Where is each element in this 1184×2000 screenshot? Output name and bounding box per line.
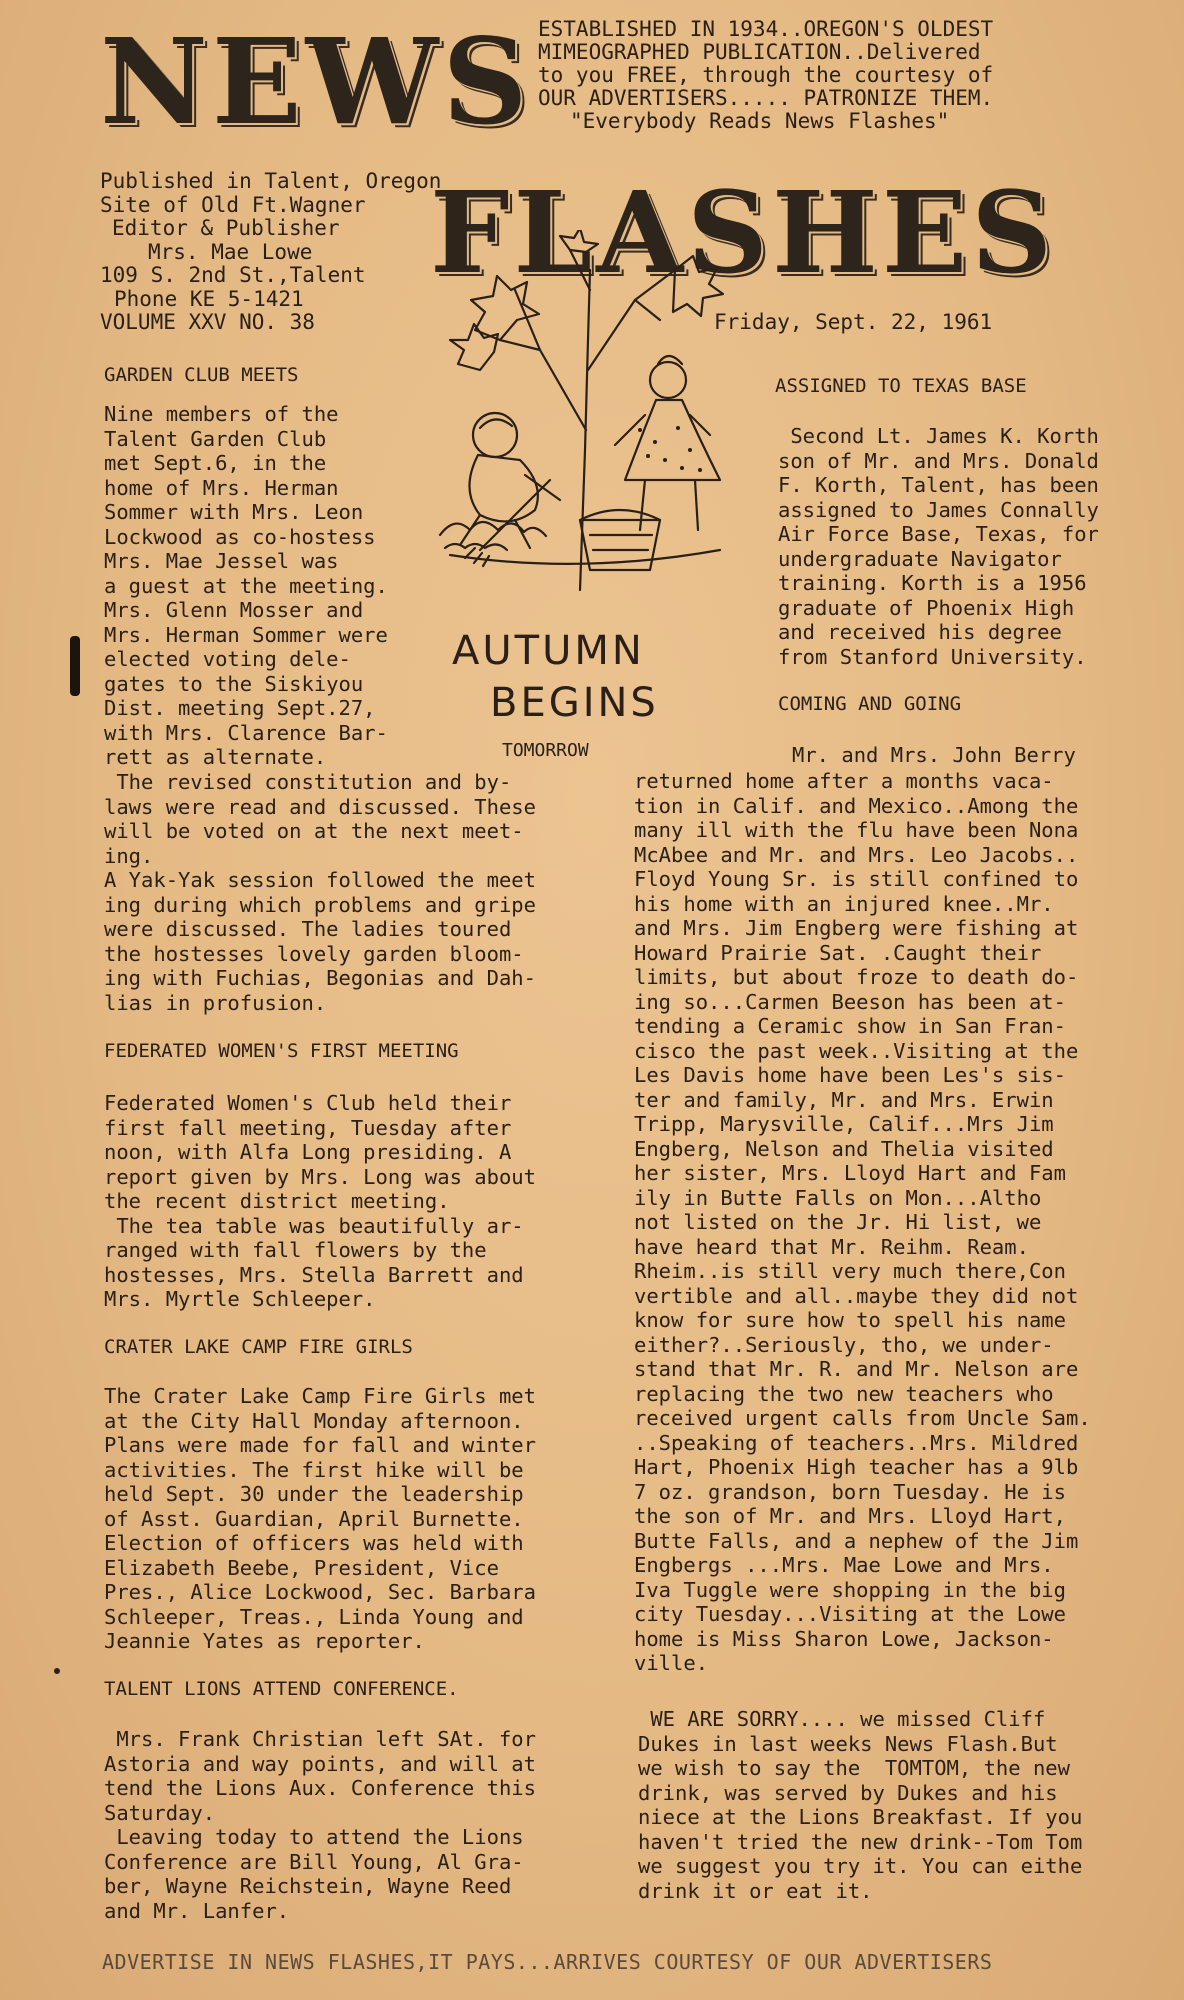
coming-going-heading: COMING AND GOING <box>778 693 962 715</box>
pubinfo-line: Published in Talent, Oregon <box>100 169 442 193</box>
tomorrow-label: TOMORROW <box>502 740 589 761</box>
masthead-news: NEWS <box>100 12 532 151</box>
coming-going-first-line: Mr. and Mrs. John Berry <box>792 743 1076 767</box>
garden-club-narrow-text: Nine members of the Talent Garden Club met Sept.6, in the home of Mrs. Herman Sommer with Mrs. Leon Lockwood as co-hostess Mrs. Mae Jessel was a guest at the meeting. Mrs. Glenn Mosser and Mrs. Herman Sommer were elected voting dele- gates to the Siskiyou Dist. meeting Sept.27, with Mrs. Clarence Bar- rett as alternate. <box>104 402 388 769</box>
tagline-line: OUR ADVERTISERS..... PATRONIZE THEM. <box>538 86 994 110</box>
pubinfo-line: Phone KE 5-1421 <box>114 286 304 311</box>
masthead-flashes: FLASHES <box>430 168 1057 299</box>
tagline-line: to you FREE, through the courtesy of <box>538 63 994 87</box>
camp-fire-heading: CRATER LAKE CAMP FIRE GIRLS <box>104 1336 413 1358</box>
pubinfo-line: Mrs. Mae Lowe <box>148 239 313 264</box>
we-are-sorry-text: WE ARE SORRY.... we missed Cliff Dukes in last weeks News Flash.But we wish to say the TOMTOM, the new drink, was served by Dukes and his niece at the Lions Breakfast. If you haven't tried the new drink--Tom Tom we suggest you try it. You can eithe drink it or eat it. <box>638 1707 1083 1903</box>
federated-heading: FEDERATED WOMEN'S FIRST MEETING <box>104 1040 459 1062</box>
footer-banner: ADVERTISE IN NEWS FLASHES,IT PAYS...ARRIVES COURTESY OF OUR ADVERTISERS <box>102 1950 993 1974</box>
texas-text: Second Lt. James K. Korth son of Mr. and Mrs. Donald F. Korth, Talent, has been assigned to James Connally Air Force Base, Texas, for undergraduate Navigator training. Korth is a 1956 graduate of Phoenix High and received his degree from Stanford University. <box>778 424 1099 669</box>
coming-going-text: returned home after a months vaca- tion in Calif. and Mexico..Among the many ill with the flu have been Nona McAbee and Mr. and Mrs. Leo Jacobs.. Floyd Young Sr. is still confined to his home with an injured knee..Mr. and Mrs. Jim Engberg were fishing at Howard Prairie Sat. .Caught their limits, but about froze to death do- ing so...Carmen Beeson has been at- tending a Ceramic show in San Fran- cisco the past week..Visiting at the Les Davis home have been Les's sis- ter and family, Mr. and Mrs. Erwin Tripp, Marysville, Calif...Mrs Jim Engberg, Nelson and Thelia visited her sister, Mrs. Lloyd Hart and Fam ily in Butte Falls on Mon...Altho not listed on the Jr. Hi list, we have heard that Mr. Reihm. Ream. Rheim..is still very much there,Con vertible and all..maybe they did not know for sure how to spell his name either?..Seriously, tho, we under- stand that Mr. R. and Mr. Nelson are replacing the two new teachers who received urgent calls from Uncle Sam. ..Speaking of teachers..Mrs. Mildred Hart, Phoenix High teacher has a 9lb 7 oz. grandson, born Tuesday. He is the son of Mr. and Mrs. Lloyd Hart, Butte Falls, and a nephew of the Jim Engbergs ...Mrs. Mae Lowe and Mrs. Iva Tuggle were shopping in the big city Tuesday...Visiting at the Lowe home is Miss Sharon Lowe, Jackson- ville. <box>634 769 1091 1675</box>
tagline-line: MIMEOGRAPHED PUBLICATION..Delivered <box>538 40 981 64</box>
volume-number: VOLUME XXV NO. 38 <box>100 310 315 334</box>
garden-club-wide-text: The revised constitution and by- laws were read and discussed. These will be voted on at the next meet- ing. A Yak-Yak session followed the meet ing during which problems and gripe were discussed. The ladies toured the hostesses lovely garden bloom- ing with Fuchias, Begonias and Dah- lias in profusion. <box>104 770 536 1015</box>
autumn-heading: AUTUMN <box>452 628 645 674</box>
pubinfo-line: 109 S. 2nd St.,Talent <box>100 263 366 287</box>
autumn-illustration <box>420 230 750 610</box>
tagline-line: "Everybody Reads News Flashes" <box>570 109 950 133</box>
publication-info <box>100 170 460 335</box>
federated-text: Federated Women's Club held their first fall meeting, Tuesday after noon, with Alfa Long presiding. A report given by Mrs. Long was about the recent district meeting. The tea table was beautifully ar- ranged with fall flowers by the hostesses, Mrs. Stella Barrett and Mrs. Myrtle Schleeper. <box>104 1091 536 1311</box>
begins-heading: BEGINS <box>490 680 659 726</box>
lions-text: Mrs. Frank Christian left SAt. for Astoria and way points, and will at tend the Lions Aux. Conference this Saturday. Leaving today to attend the Lions Conference are Bill Young, Al Gra- ber, Wayne Reichstein, Wayne Reed and Mr. Lanfer. <box>104 1727 536 1923</box>
pubinfo-line: Site of Old Ft.Wagner <box>100 192 366 217</box>
texas-heading: ASSIGNED TO TEXAS BASE <box>775 375 1027 397</box>
ink-blot <box>70 636 80 696</box>
pubinfo-line: Editor & Publisher <box>112 216 340 240</box>
lions-heading: TALENT LIONS ATTEND CONFERENCE. <box>104 1678 459 1700</box>
camp-fire-text: The Crater Lake Camp Fire Girls met at the City Hall Monday afternoon. Plans were made for fall and winter activities. The first hike will be held Sept. 30 under the leadership of Asst. Guardian, April Burnette. Election of officers was held with Elizabeth Beebe, President, Vice Pres., Alice Lockwood, Sec. Barbara Schleeper, Treas., Linda Young and Jeannie Yates as reporter. <box>104 1384 536 1653</box>
tagline-line: ESTABLISHED IN 1934..OREGON'S OLDEST <box>538 17 994 41</box>
masthead-tagline <box>538 18 1078 133</box>
ink-dot <box>54 1668 60 1674</box>
garden-club-heading: GARDEN CLUB MEETS <box>104 364 299 386</box>
issue-date: Friday, Sept. 22, 1961 <box>714 310 993 334</box>
